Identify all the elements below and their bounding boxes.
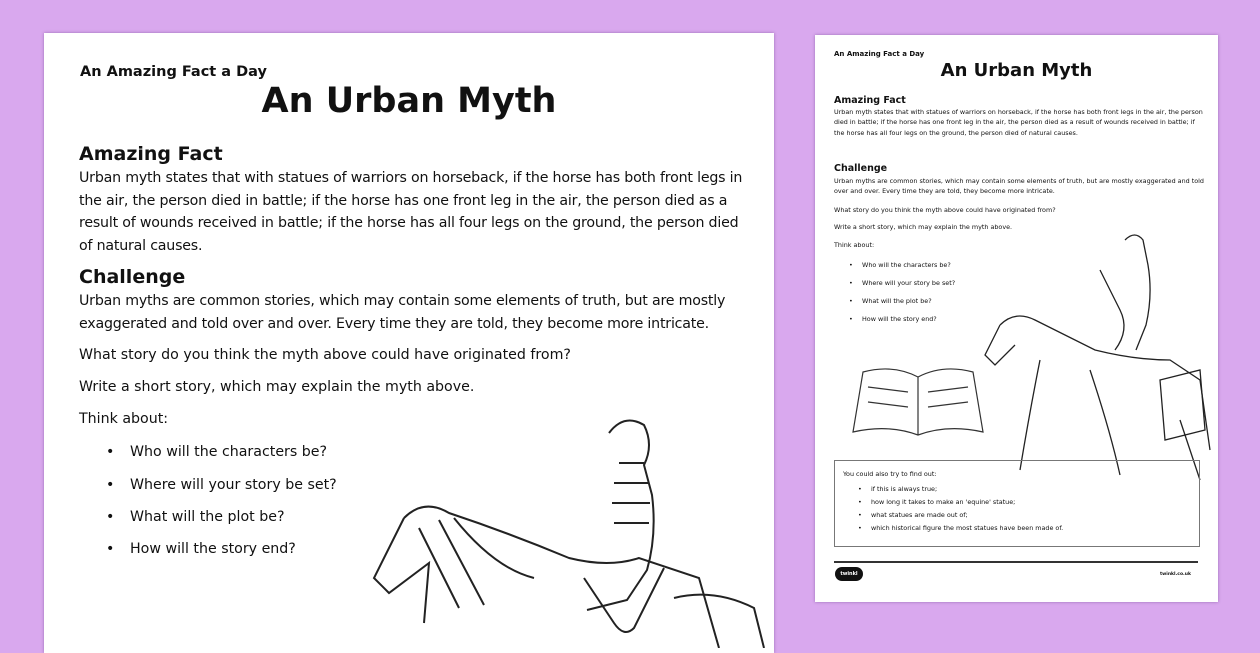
challenge-heading: Challenge	[834, 163, 888, 174]
page-title: An Urban Myth	[940, 60, 1093, 81]
find-out-box	[834, 460, 1200, 547]
bullet-item: • Who will the characters be?	[862, 260, 951, 270]
footer-url: twinkl.co.uk	[1160, 572, 1191, 577]
supertitle: An Amazing Fact a Day	[834, 50, 925, 58]
fact-heading: Amazing Fact	[79, 143, 223, 165]
bullet-item: • Who will the characters be?	[130, 444, 327, 460]
challenge-text: Urban myths are common stories, which may contain some elements of truth, but are mostly exaggerated and told over and over. Every time they are told, they become more intricate.	[834, 177, 1204, 196]
bullet-item: • How will the story end?	[862, 314, 937, 324]
bullet-item: • How will the story end?	[130, 541, 296, 557]
bullet-item: • What will the plot be?	[862, 296, 932, 306]
knight-on-horse-illustration	[344, 388, 774, 648]
worksheet-page-large	[44, 33, 774, 653]
supertitle: An Amazing Fact a Day	[80, 64, 267, 80]
fact-text: Urban myth states that with statues of warriors on horseback, if the horse has both front legs in the air, the person died in battle; if the horse has one front leg in the air, the person died as a result of wounds received in battle; if the horse has all four legs on the ground, the person died of natural causes.	[834, 108, 1203, 137]
bullet-item: • Where will your story be set?	[130, 477, 337, 493]
find-out-intro: You could also try to find out:	[843, 470, 937, 478]
challenge-heading: Challenge	[79, 266, 186, 288]
question-text: What story do you think the myth above could have originated from?	[834, 206, 1056, 214]
footer-divider	[834, 561, 1198, 563]
find-out-item: • which historical figure the most statues have been made of.	[871, 523, 1063, 533]
book-illustration	[848, 357, 988, 437]
twinkl-logo: twinkl	[835, 567, 863, 581]
find-out-item: • what statues are made out of;	[871, 510, 968, 520]
find-out-item: • if this is always true;	[871, 484, 937, 494]
fact-text: Urban myth states that with statues of warriors on horseback, if the horse has both front legs in the air, the person died in battle; if the horse has one front leg in the air, the person died as a result of wounds received in battle; if the horse has all four legs on the ground, the person died of natural causes.	[79, 170, 743, 254]
think-about-label: Think about:	[834, 241, 875, 249]
think-about-label: Think about:	[79, 411, 169, 427]
fact-heading: Amazing Fact	[834, 95, 906, 106]
page-title: An Urban Myth	[261, 81, 557, 121]
worksheet-page-thumbnail[interactable]	[815, 35, 1218, 602]
challenge-text: Urban myths are common stories, which may contain some elements of truth, but are mostly exaggerated and told over and over. Every time they are told, they become more intricate.	[79, 293, 726, 332]
question-text: What story do you think the myth above could have originated from?	[79, 347, 571, 363]
bullet-item: • What will the plot be?	[130, 509, 284, 525]
find-out-item: • how long it takes to make an 'equine' statue;	[871, 497, 1015, 507]
bullet-item: • Where will your story be set?	[862, 278, 955, 288]
task-text: Write a short story, which may explain the myth above.	[79, 379, 475, 395]
task-text: Write a short story, which may explain the myth above.	[834, 223, 1013, 231]
